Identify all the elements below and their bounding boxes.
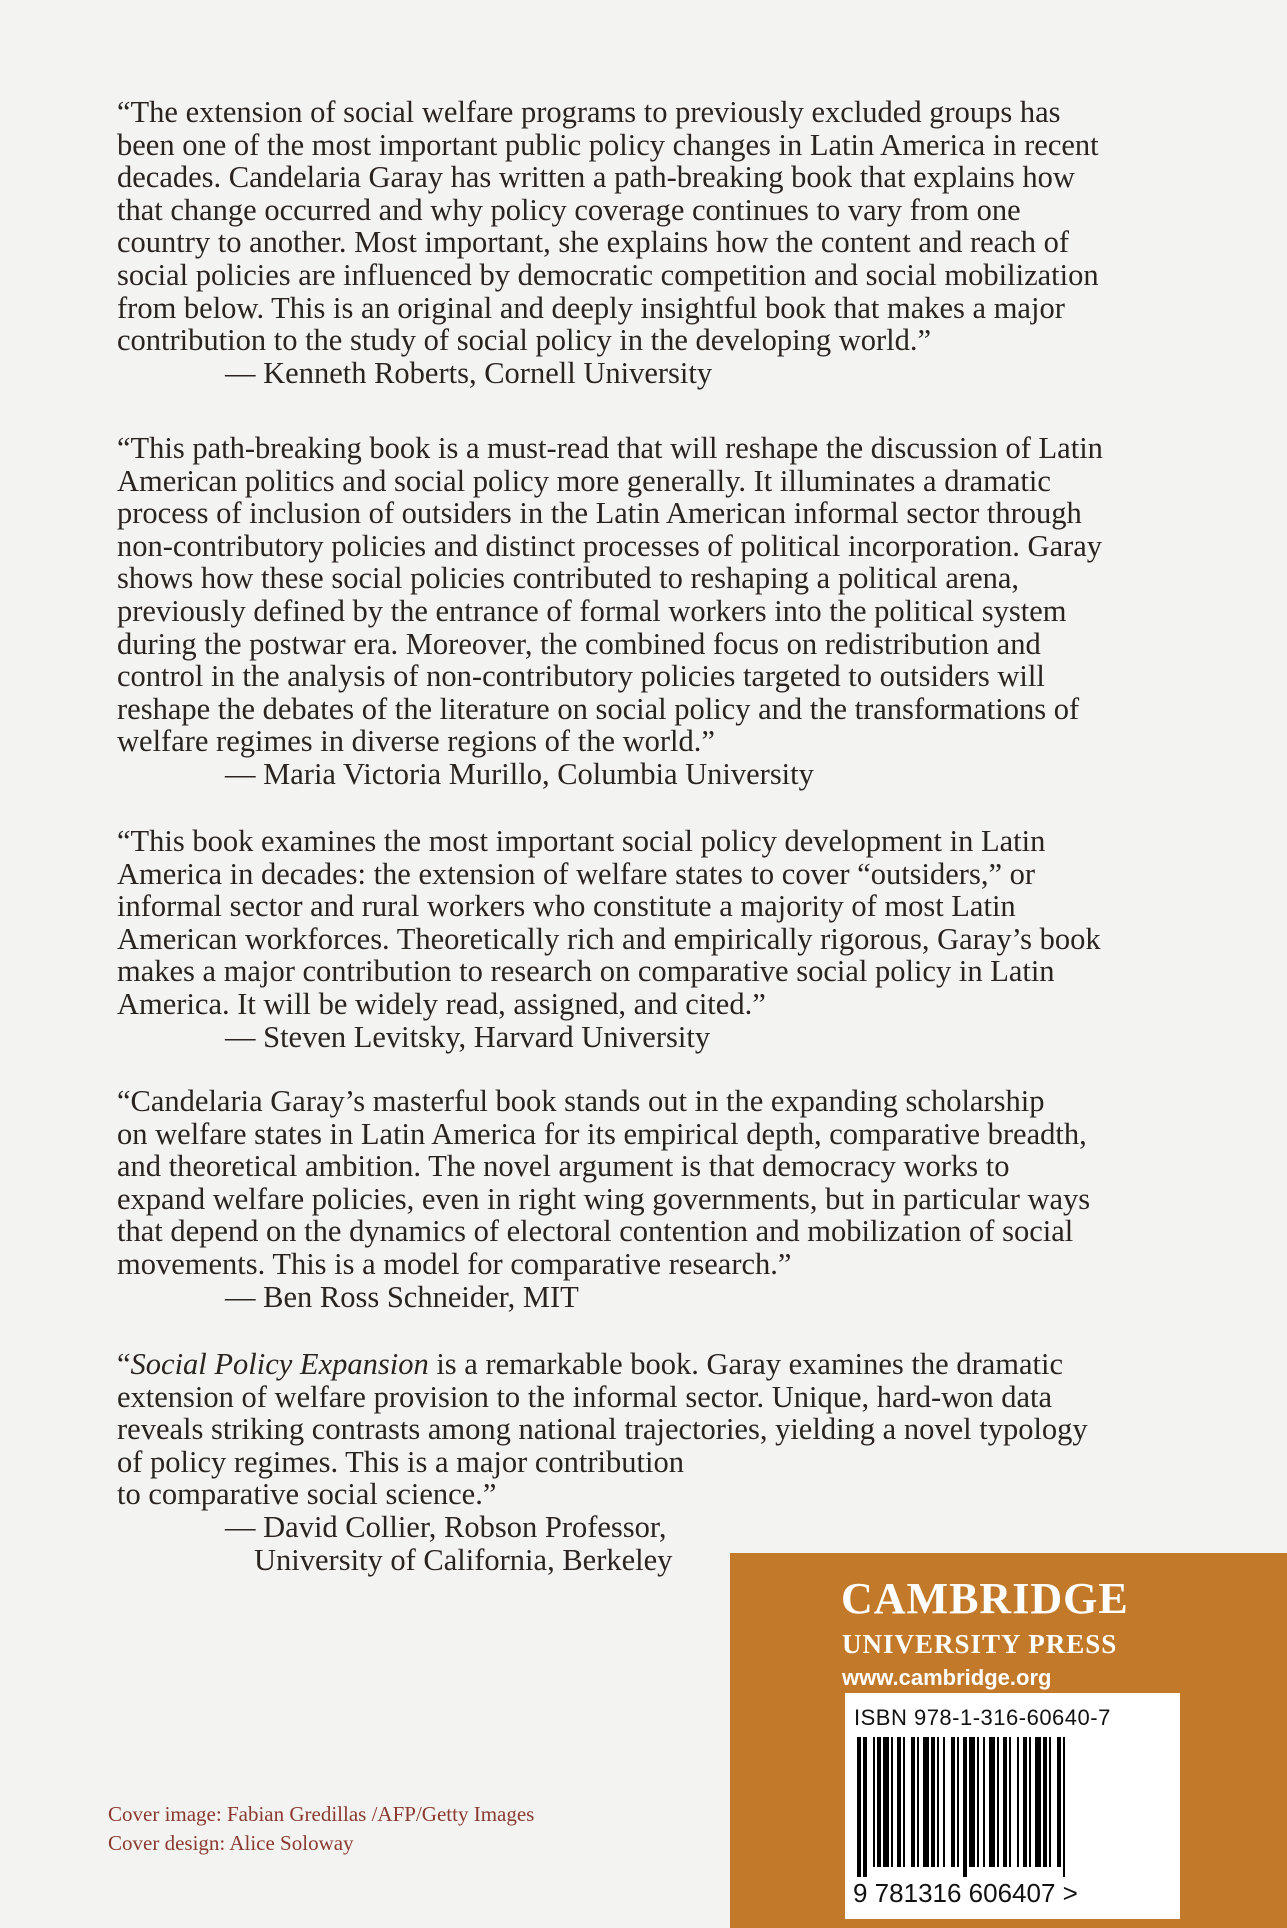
publisher-url: www.cambridge.org <box>842 1665 1052 1690</box>
barcode-bar <box>931 1737 935 1867</box>
quote-line <box>117 1348 1177 1381</box>
quote-line: on welfare states in Latin America for its empirical depth, comparative breadth, <box>117 1116 1087 1151</box>
publisher-subname: UNIVERSITY PRESS <box>842 1629 1118 1659</box>
endorsement-quote <box>117 432 1177 791</box>
barcode-panel <box>845 1693 1180 1919</box>
barcode-digits: 9 781316 606407 > <box>853 1878 1078 1908</box>
quote-line: reveals striking contrasts among national trajectories, yielding a novel typology <box>117 1412 1088 1447</box>
quote-line: “Candelaria Garay’s masterful book stands out in the expanding scholarship <box>117 1084 1045 1118</box>
barcode-bar <box>969 1737 975 1867</box>
barcode-bar <box>1049 1737 1051 1867</box>
quote-line: American politics and social policy more generally. It illuminates a dramatic <box>117 463 1051 498</box>
quote-line: reshape the debates of the literature on social policy and the transformations of <box>117 691 1080 726</box>
quote-line: “This path-breaking book is a must-read that will reshape the discussion of Latin <box>117 431 1103 465</box>
barcode-bar <box>897 1737 901 1867</box>
quote-line: during the postwar era. Moreover, the combined focus on redistribution and <box>117 626 1041 661</box>
quote-line: contribution to the study of social policy in the developing world.” <box>117 323 932 358</box>
cover-credits <box>108 1800 534 1858</box>
barcode-bar <box>877 1737 881 1867</box>
quote-attribution: — Ben Ross Schneider, MIT <box>225 1279 579 1314</box>
quote-attribution: — Maria Victoria Murillo, Columbia University <box>225 756 814 791</box>
endorsement-quote <box>117 1085 1177 1313</box>
quote-line: expand welfare policies, even in right wing governments, but in particular ways <box>117 1181 1091 1216</box>
barcode-bar <box>863 1737 867 1877</box>
quote-line: makes a major contribution to research on comparative social policy in Latin <box>117 954 1055 989</box>
barcode-bar <box>1035 1737 1041 1867</box>
cover-image-credit: Cover image: Fabian Gredillas /AFP/Getty Images <box>108 1802 535 1826</box>
barcode-bar <box>943 1737 945 1867</box>
endorsement-quote <box>117 825 1177 1053</box>
quote-line: process of inclusion of outsiders in the Latin American informal sector through <box>117 496 1082 531</box>
barcode-bar <box>1063 1737 1065 1877</box>
barcode-bar <box>917 1737 919 1867</box>
quote-attribution: — David Collier, Robson Professor, <box>225 1509 667 1544</box>
cover-design-credit: Cover design: Alice Soloway <box>108 1831 354 1855</box>
open-quote-mark: “ <box>117 1347 131 1381</box>
quote-line: from below. This is an original and deeply insightful book that makes a major <box>117 290 1065 325</box>
barcode-bar <box>923 1737 929 1867</box>
quote-line: America. It will be widely read, assigned, and cited.” <box>117 986 766 1021</box>
barcode-bar <box>977 1737 979 1867</box>
quote-line: shows how these social policies contributed to reshaping a political arena, <box>117 561 1020 596</box>
quote-line: social policies are influenced by democratic competition and social mobilization <box>117 257 1099 292</box>
book-title: Social Policy Expansion <box>130 1347 429 1381</box>
quote-line: “This book examines the most important social policy development in Latin <box>117 824 1046 858</box>
publisher-name: CAMBRIDGE <box>841 1574 1129 1623</box>
barcode-icon <box>853 1737 1173 1877</box>
barcode-bar <box>951 1737 955 1867</box>
quote-line: welfare regimes in diverse regions of the world.” <box>117 724 715 759</box>
barcode-bar <box>1029 1737 1031 1867</box>
quote-line: to comparative social science.” <box>117 1477 497 1512</box>
barcode-bar <box>1043 1737 1047 1867</box>
isbn-label: ISBN 978-1-316-60640-7 <box>854 1705 1111 1730</box>
barcode-bar <box>983 1737 985 1867</box>
barcode-bar <box>873 1737 875 1867</box>
endorsement-quote <box>117 1348 1177 1576</box>
barcode-bar <box>1017 1737 1019 1867</box>
barcode-bar <box>883 1737 889 1867</box>
barcode-bar <box>1057 1737 1061 1867</box>
quote-line: “The extension of social welfare programs to previously excluded groups has <box>117 95 1061 129</box>
quote-attribution: — Steven Levitsky, Harvard University <box>225 1019 711 1054</box>
barcode-bar <box>911 1737 915 1867</box>
barcode-bar <box>963 1737 967 1877</box>
quote-line: and theoretical ambition. The novel argument is that democracy works to <box>117 1149 1010 1184</box>
barcode-bar <box>1009 1737 1011 1867</box>
quote-line: of policy regimes. This is a major contribution <box>117 1444 684 1479</box>
quote-line: informal sector and rural workers who constitute a majority of most Latin <box>117 889 1016 924</box>
quote-line: extension of welfare provision to the informal sector. Unique, hard-won data <box>117 1379 1053 1414</box>
barcode-bar <box>997 1737 999 1867</box>
barcode-bar <box>857 1737 861 1877</box>
barcode-bar <box>1003 1737 1007 1867</box>
quote-line: American workforces. Theoretically rich and empirically rigorous, Garay’s book <box>117 921 1101 956</box>
quote-line: been one of the most important public policy changes in Latin America in recent <box>117 127 1099 162</box>
quote-line: non-contributory policies and distinct processes of political incorporation. Garay <box>117 528 1103 563</box>
quote-text: is a remarkable book. Garay examines the dramatic <box>428 1347 1064 1381</box>
quote-line: that change occurred and why policy coverage continues to vary from one <box>117 192 1021 227</box>
barcode-bar <box>1023 1737 1027 1867</box>
barcode-bar <box>937 1737 939 1867</box>
quote-line: previously defined by the entrance of formal workers into the political system <box>117 593 1067 628</box>
barcode-bar <box>957 1737 959 1867</box>
quote-attribution: — Kenneth Roberts, Cornell University <box>225 355 713 390</box>
quote-line: control in the analysis of non-contributory policies targeted to outsiders will <box>117 659 1045 694</box>
barcode-bar <box>891 1737 893 1867</box>
quote-line: decades. Candelaria Garay has written a path-breaking book that explains how <box>117 160 1075 195</box>
barcode-bar <box>989 1737 995 1867</box>
endorsement-quote <box>117 96 1177 389</box>
publisher-block <box>730 1553 1287 1928</box>
barcode-bar <box>903 1737 905 1867</box>
quote-line: America in decades: the extension of welfare states to cover “outsiders,” or <box>117 856 1036 891</box>
quote-line: that depend on the dynamics of electoral contention and mobilization of social <box>117 1214 1074 1249</box>
quote-line: country to another. Most important, she explains how the content and reach of <box>117 225 1070 260</box>
quote-line: movements. This is a model for comparative research.” <box>117 1246 792 1281</box>
quote-attribution-affiliation: University of California, Berkeley <box>254 1542 673 1577</box>
